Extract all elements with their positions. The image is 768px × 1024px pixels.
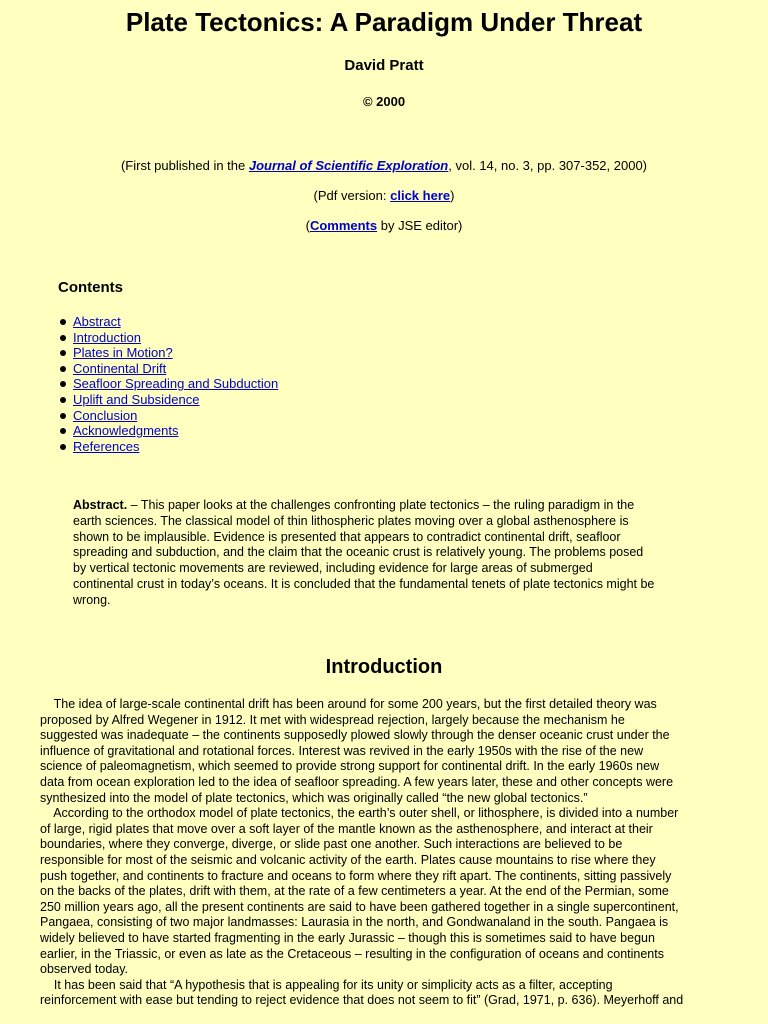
comments-prefix: ( [305, 218, 310, 233]
toc-item [58, 408, 278, 424]
bullet-icon [60, 366, 66, 372]
toc-link-conclusion[interactable]: Conclusion [73, 407, 138, 423]
author-name: David Pratt [344, 57, 424, 74]
abstract-text: – This paper looks at the challenges confronting plate tectonics – the ruling paradigm in the [127, 498, 635, 512]
body-line: The idea of large-scale continental drift has been around for some 200 years, but the first detailed theory was [40, 697, 657, 711]
body-line: 250 million years ago, all the present continents are said to have been gathered together in a single supercontinent, [40, 899, 679, 914]
bullet-icon [60, 381, 66, 387]
abstract-line: earth sciences. The classical model of thin lithospheric plates moving over a global asthenosphere is [73, 513, 629, 528]
body-line: According to the orthodox model of plate tectonics, the earth’s outer shell, or lithosphere, is divided into a number [40, 806, 679, 821]
body-line: reinforcement with ease but tending to reject evidence that does not seem to fit” (Grad, 1971, p. 636). Meyerhoff and [40, 993, 684, 1008]
abstract-line: continental crust in today’s oceans. It is concluded that the fundamental tenets of plate tectonics might be [73, 576, 655, 591]
pdf-link[interactable]: click here [390, 188, 451, 203]
bullet-icon [60, 350, 66, 356]
toc-link-plates-in-motion[interactable]: Plates in Motion? [73, 345, 173, 361]
toc-item [58, 376, 278, 392]
table-of-contents [58, 314, 278, 454]
bullet-icon [60, 413, 66, 419]
body-line: boundaries, where they converge, diverge, or slide past one another. Such interactions are believed to be [40, 837, 623, 852]
toc-item [58, 345, 278, 361]
body-line: widely believed to have started fragmenting in the early Jurassic – though this is sometimes said to have begun [40, 930, 655, 945]
body-line: Pangaea, consisting of two major landmasses: Laurasia in the north, and Gondwanaland in the south. Pangaea is [40, 915, 669, 930]
body-line: science of paleomagnetism, which seemed to provide strong support for continental drift. In the early 1960s new [40, 759, 660, 774]
toc-item [58, 392, 278, 408]
toc-item [58, 439, 278, 455]
pdf-suffix: ) [450, 188, 455, 203]
body-line: earlier, in the Triassic, or even as late as the Cretaceous – resulting in the configuration of oceans and continents [40, 946, 664, 961]
toc-link-references[interactable]: References [73, 438, 140, 454]
bullet-icon [60, 397, 66, 403]
comments-link[interactable]: Comments [309, 218, 378, 233]
body-line: on the backs of the plates, drift with them, at the rate of a few centimeters a year. At the end of the Permian, some [40, 884, 669, 899]
toc-link-abstract[interactable]: Abstract [73, 314, 121, 329]
body-line: proposed by Alfred Wegener in 1912. It met with widespread rejection, largely because the mechanism he [40, 712, 625, 727]
body-line: responsible for most of the seismic and volcanic activity of the earth. Plates cause mountains to rise where they [40, 852, 656, 867]
abstract-line: by vertical tectonic movements are reviewed, including evidence for large areas of submerged [73, 561, 593, 576]
body-line: data from ocean exploration led to the idea of seafloor spreading. A few years later, these and other concepts were [40, 774, 674, 789]
abstract-line: spreading and subduction, and the claim that the oceanic crust is relatively young. The problems posed [73, 545, 644, 560]
introduction-body [40, 697, 730, 1009]
comments-note [0, 216, 768, 236]
publication-note [0, 156, 768, 176]
copyright-notice: © 2000 [362, 94, 406, 109]
toc-link-continental-drift[interactable]: Continental Drift [73, 360, 167, 376]
toc-link-seafloor-spreading[interactable]: Seafloor Spreading and Subduction [73, 376, 279, 392]
bullet-icon [60, 444, 66, 450]
page-title: Plate Tectonics: A Paradigm Under Threat [125, 7, 643, 37]
abstract-label: Abstract. [73, 498, 128, 512]
body-line: synthesized into the model of plate tectonics, which was originally called “the new global tectonics.” [40, 790, 588, 805]
publication-prefix: (First published in the [120, 158, 249, 173]
introduction-heading: Introduction [325, 656, 443, 678]
toc-link-uplift-subsidence[interactable]: Uplift and Subsidence [73, 391, 200, 407]
pdf-version-note [0, 186, 768, 206]
comments-suffix: by JSE editor) [377, 218, 463, 233]
abstract-block [73, 498, 705, 609]
abstract-line: wrong. [73, 592, 111, 607]
toc-item [58, 314, 278, 330]
body-line: It has been said that “A hypothesis that is appealing for its unity or simplicity acts as a filter, accepting [40, 977, 613, 992]
body-line: influence of gravitational and rotational forces. Interest was revived in the early 1950s with the rise of the new [40, 743, 644, 758]
bullet-icon [60, 428, 66, 434]
toc-item [58, 423, 278, 439]
body-line: observed today. [40, 962, 129, 977]
body-line: of large, rigid plates that move over a soft layer of the mantle known as the asthenosphere, and interact at their [40, 821, 653, 836]
abstract-line [73, 498, 705, 514]
toc-link-acknowledgments[interactable]: Acknowledgments [73, 423, 179, 439]
toc-item [58, 361, 278, 377]
bullet-icon [60, 319, 66, 325]
body-line: suggested was inadequate – the continents supposedly plowed slowly through the denser oceanic crust under the [40, 728, 670, 743]
abstract-line: shown to be implausible. Evidence is presented that appears to contradict continental drift, seafloor [73, 529, 621, 544]
publication-suffix: , vol. 14, no. 3, pp. 307-352, 2000) [448, 158, 648, 173]
body-line: push together, and continents to fracture and oceans to form where they rift apart. The continents, sitting passively [40, 868, 672, 883]
pdf-prefix: (Pdf version: [313, 188, 391, 203]
toc-link-introduction[interactable]: Introduction [73, 329, 141, 345]
toc-item [58, 330, 278, 346]
contents-heading: Contents [58, 279, 123, 296]
journal-link[interactable]: Journal of Scientific Exploration [248, 158, 449, 173]
bullet-icon [60, 335, 66, 341]
